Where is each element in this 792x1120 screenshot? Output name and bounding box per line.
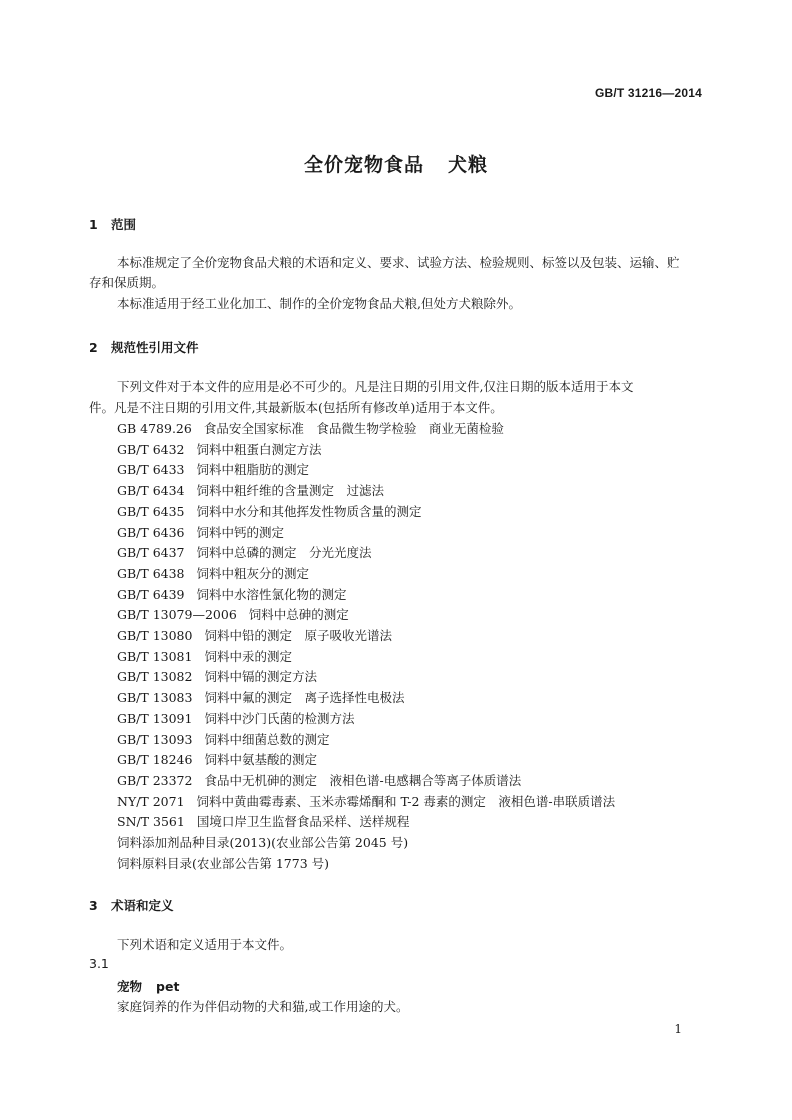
reference-title: 饲料原料目录(农业部公告第 1773 号) [117, 855, 330, 871]
reference-code: GB 4789.26 [117, 421, 192, 436]
reference-title: 饲料中黄曲霉毒素、玉米赤霉烯酮和 T-2 毒素的测定 液相色谱-串联质谱法 [196, 793, 616, 809]
reference-item [117, 792, 615, 810]
reference-title: 国境口岸卫生监督食品采样、送样规程 [196, 814, 410, 830]
reference-title: 饲料中氟的测定 离子选择性电极法 [204, 690, 405, 706]
reference-item [117, 709, 354, 727]
section-3-heading [89, 896, 174, 914]
reference-item [117, 688, 404, 706]
reference-item [117, 626, 392, 644]
reference-title: 饲料中汞的测定 [204, 648, 292, 664]
reference-title: 食品安全国家标准 食品微生物学检验 商业无菌检验 [203, 421, 504, 436]
reference-item [117, 812, 409, 830]
reference-code: GB/T 13091 [117, 710, 193, 726]
title-sub: 犬粮 [448, 154, 489, 176]
term-definition: 家庭饲养的作为伴侣动物的犬和猫,或工作用途的犬。 [117, 999, 409, 1014]
reference-title: 饲料中粗脂肪的测定 [196, 462, 310, 478]
reference-code: GB/T 6437 [117, 545, 185, 561]
section-title: 规范性引用文件 [111, 340, 199, 355]
reference-title: 饲料中铅的测定 原子吸收光谱法 [204, 628, 392, 643]
reference-title: 饲料中水溶性氯化物的测定 [196, 586, 347, 602]
reference-item [117, 419, 504, 437]
references-intro-line-2: 件。凡是不注日期的引用文件,其最新版本(包括所有修改单)适用于本文件。 [89, 400, 503, 415]
reference-item [117, 730, 329, 748]
reference-code: GB/T 6438 [117, 565, 185, 581]
page-number: 1 [674, 1022, 682, 1036]
term-chinese: 宠物 [117, 979, 143, 994]
reference-title: 饲料中总砷的测定 [248, 607, 349, 623]
reference-code: GB/T 6432 [117, 441, 185, 457]
reference-item [117, 750, 317, 768]
page-title [0, 150, 792, 177]
reference-title: 饲料中镉的测定方法 [204, 669, 317, 685]
reference-title: 食品中无机砷的测定 液相色谱-电感耦合等离子体质谱法 [204, 772, 522, 788]
reference-title: 饲料中总磷的测定 分光光度法 [196, 545, 372, 561]
scope-paragraph-1-line-1: 本标准规定了全价宠物食品犬粮的术语和定义、要求、试验方法、检验规则、标签以及包装、运输、贮 [117, 255, 680, 270]
subclause-number: 3.1 [89, 956, 109, 971]
reference-item [117, 502, 422, 520]
reference-title: 饲料中粗纤维的含量测定 过滤法 [196, 483, 385, 499]
reference-item [117, 605, 349, 623]
reference-title: 饲料中氨基酸的测定 [204, 752, 317, 768]
title-main: 全价宠物食品 [303, 154, 424, 176]
reference-code: GB/T 13082 [117, 669, 193, 685]
reference-item [117, 647, 292, 665]
reference-code: GB/T 18246 [117, 752, 193, 768]
reference-item [117, 771, 521, 789]
reference-code: GB/T 6436 [117, 524, 185, 540]
section-title: 术语和定义 [111, 898, 174, 913]
reference-title: 饲料中粗蛋白测定方法 [196, 441, 322, 457]
reference-code: GB/T 13080 [117, 628, 193, 643]
section-1-heading [89, 215, 136, 233]
reference-code: GB/T 6439 [117, 586, 185, 602]
reference-item [117, 854, 329, 872]
term-entry [117, 977, 179, 995]
section-title: 范围 [111, 217, 137, 232]
reference-title: 饲料中钙的测定 [196, 524, 285, 540]
section-number: 2 [89, 340, 98, 355]
reference-code: GB/T 13093 [117, 731, 193, 747]
scope-paragraph-1-line-2: 存和保质期。 [89, 275, 165, 290]
reference-title: 饲料添加剂品种目录(2013)(农业部公告第 2045 号) [117, 835, 409, 850]
reference-code: SN/T 3561 [117, 814, 185, 830]
scope-paragraph-2: 本标准适用于经工业化加工、制作的全价宠物食品犬粮,但处方犬粮除外。 [117, 296, 521, 311]
reference-title: 饲料中沙门氏菌的检测方法 [204, 710, 355, 726]
reference-code: GB/T 13081 [117, 648, 193, 664]
reference-item [117, 833, 408, 851]
reference-code: GB/T 13079—2006 [117, 607, 237, 623]
reference-code: NY/T 2071 [117, 793, 185, 809]
reference-item [117, 543, 372, 561]
section-number: 1 [89, 217, 98, 232]
reference-code: GB/T 13083 [117, 690, 193, 706]
reference-item [117, 481, 384, 499]
reference-item [117, 667, 317, 685]
reference-item [117, 585, 347, 603]
section-number: 3 [89, 898, 98, 913]
reference-code: GB/T 6434 [117, 483, 185, 499]
reference-title: 饲料中细菌总数的测定 [204, 731, 330, 747]
reference-code: GB/T 23372 [117, 772, 193, 788]
reference-item [117, 523, 284, 541]
reference-item [117, 440, 322, 458]
terms-intro: 下列术语和定义适用于本文件。 [117, 937, 293, 952]
reference-item [117, 564, 309, 582]
document-number: GB/T 31216—2014 [594, 86, 702, 100]
references-intro-line-1: 下列文件对于本文件的应用是必不可少的。凡是注日期的引用文件,仅注日期的版本适用于本文 [117, 379, 634, 394]
reference-code: GB/T 6433 [117, 462, 185, 478]
reference-title: 饲料中粗灰分的测定 [196, 565, 310, 581]
section-2-heading [89, 338, 199, 356]
reference-code: GB/T 6435 [117, 503, 185, 519]
reference-title: 饲料中水分和其他挥发性物质含量的测定 [196, 503, 422, 519]
reference-item [117, 460, 309, 478]
term-english: pet [156, 979, 180, 994]
